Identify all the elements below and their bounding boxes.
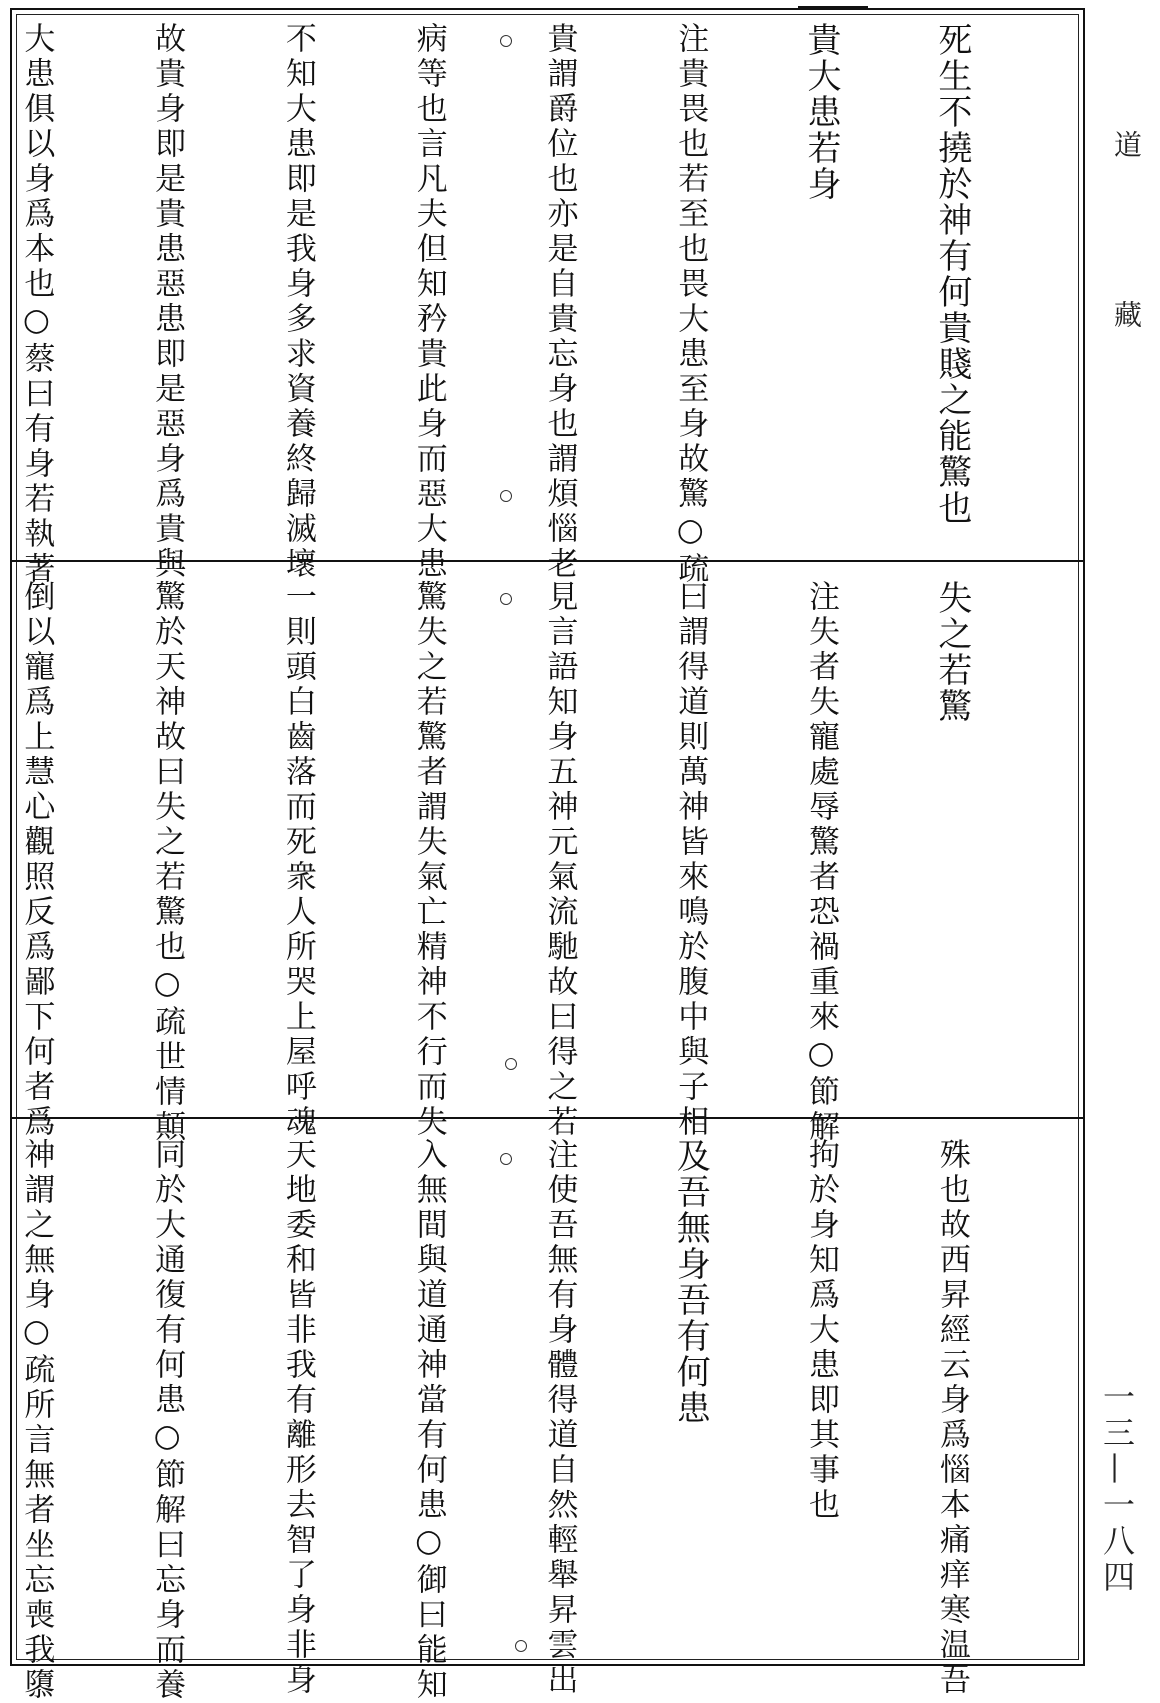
commentary-column: 注使吾無有身體得道自然輕舉昇雲出	[541, 1138, 578, 1698]
circle-mark-icon	[500, 490, 512, 502]
circle-mark-icon	[505, 1058, 517, 1070]
commentary-column: 入無間與道通神當有何患○御曰能知	[410, 1138, 447, 1703]
commentary-column: 驚失之若驚者謂失氣亡精神不行而失	[410, 580, 447, 1140]
heading-column: 及吾無身吾有何患	[670, 1138, 711, 1426]
commentary-column: 神謂之無身○疏所言無者坐忘喪我隳	[18, 1138, 55, 1703]
commentary-column: 大患俱以身爲本也○蔡曰有身若執著	[18, 22, 55, 587]
commentary-column: 曰謂得道則萬神皆來鳴於腹中與子相	[672, 580, 709, 1140]
commentary-column: 天地委和皆非我有離形去智了身非身	[279, 1138, 316, 1698]
text-panel-lower	[18, 1138, 1060, 1703]
circle-mark-icon	[500, 593, 512, 605]
margin-label-dao: 道	[1110, 130, 1143, 158]
text-column: 死生不撓於神有何貴賤之能驚也	[931, 22, 972, 526]
commentary-column: 倒以寵爲上慧心觀照反爲鄙下何者爲	[18, 580, 55, 1140]
commentary-column: 注失者失寵處辱驚者恐禍重來○節解	[803, 580, 840, 1145]
circle-mark-icon	[500, 1153, 512, 1165]
commentary-column: 一則頭白齒落而死衆人所哭上屋呼魂	[279, 580, 316, 1140]
margin-label-zang: 藏	[1110, 300, 1143, 328]
commentary-column: 殊也故西昇經云身爲惱本痛痒寒温吾	[933, 1138, 970, 1698]
heading-column: 失之若驚	[931, 580, 972, 724]
text-panel-upper	[18, 22, 1060, 587]
heading-column: 貴大患若身	[801, 22, 842, 202]
commentary-column: 見言語知身五神元氣流馳故曰得之若	[541, 580, 578, 1140]
page-number: 一三—一八四	[1098, 1380, 1136, 1596]
commentary-column: 病等也言凡夫但知矜貴此身而惡大患	[410, 22, 447, 582]
commentary-column: 故貴身即是貴患惡患即是惡身爲貴與	[149, 22, 186, 582]
commentary-column: 注貴畏也若至也畏大患至身故驚○疏	[672, 22, 709, 587]
commentary-column: 同於大通復有何患○節解曰忘身而養	[149, 1138, 186, 1703]
circle-mark-icon	[515, 1640, 527, 1652]
commentary-column: 拘於身知爲大患即其事也	[803, 1138, 840, 1523]
commentary-column: 貴謂爵位也亦是自貴忘身也謂煩惱老	[541, 22, 578, 582]
text-panel-middle	[18, 580, 1060, 1145]
circle-mark-icon	[500, 35, 512, 47]
commentary-column: 驚於天神故曰失之若驚也○疏世情顛	[149, 580, 186, 1145]
commentary-column: 不知大患即是我身多求資養終歸滅壞	[279, 22, 316, 582]
